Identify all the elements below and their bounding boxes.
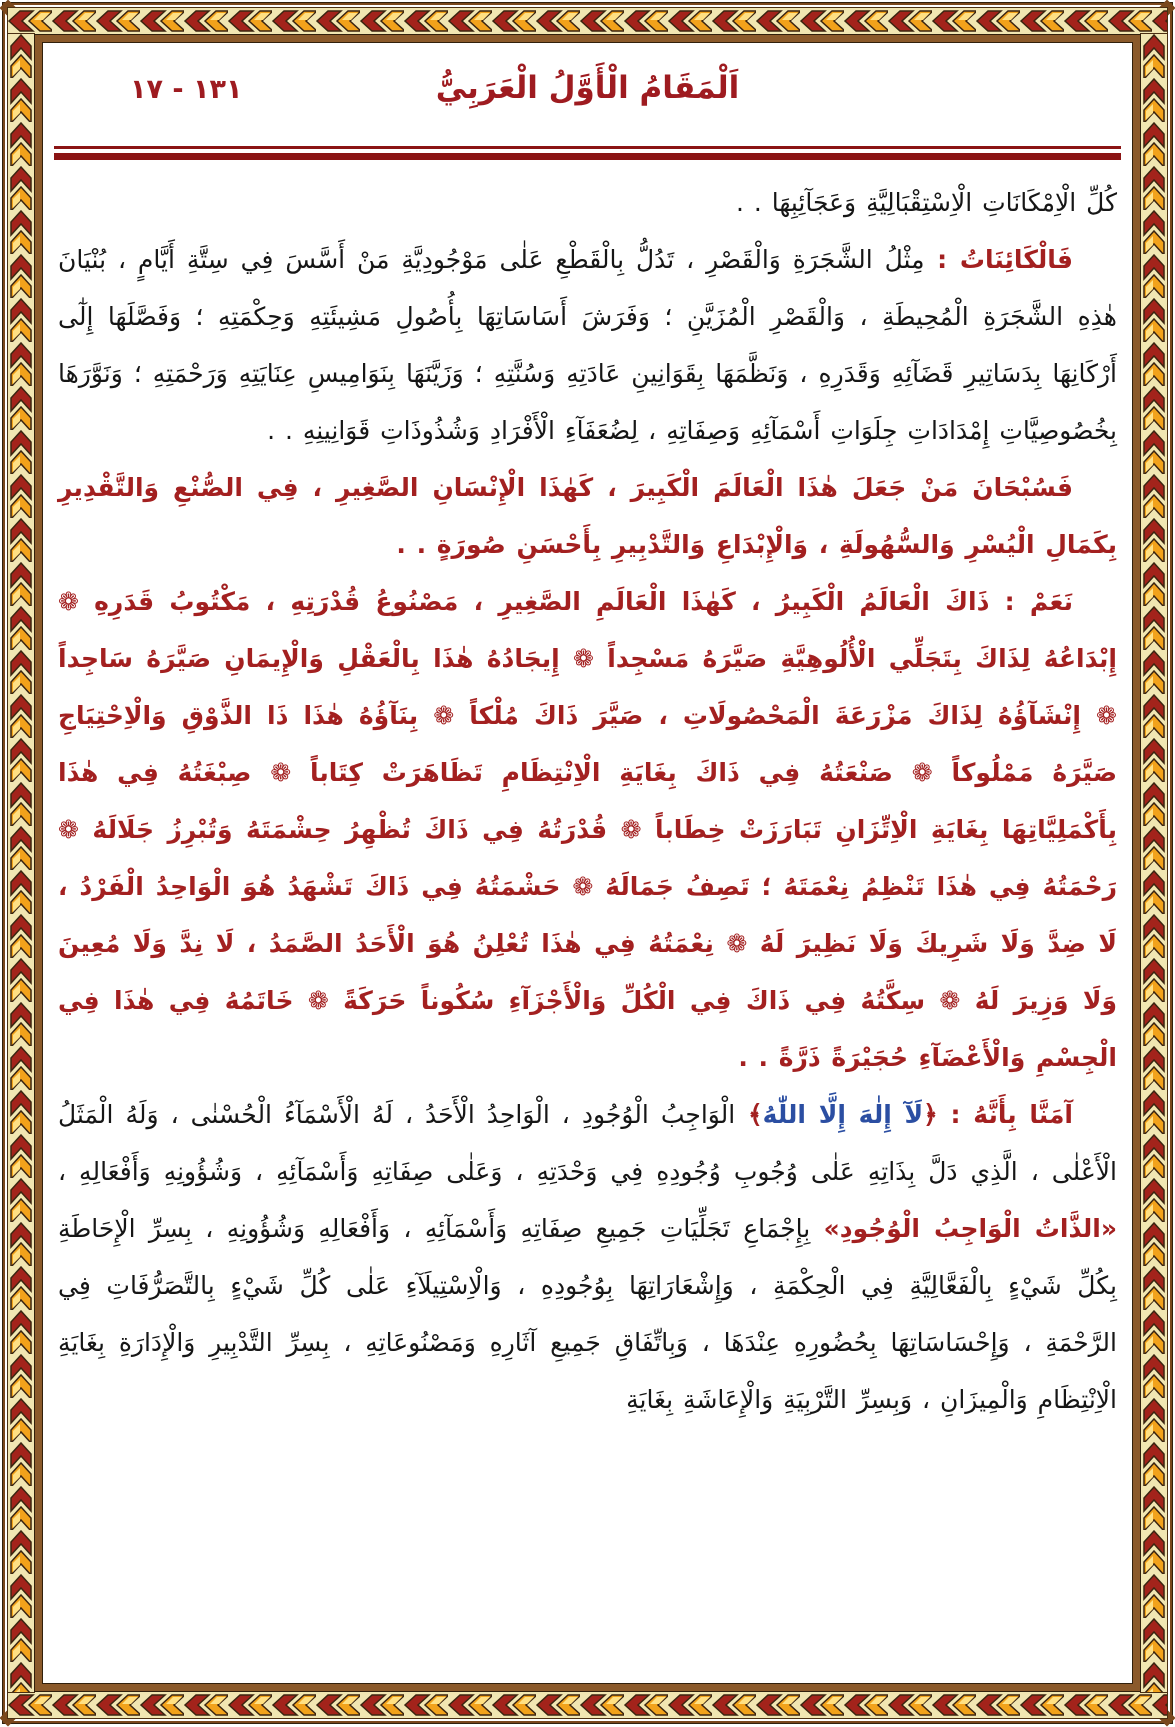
text-segment: مِثْلُ الشَّجَرَةِ وَالْقَصْرِ ، تَدُلُّ بِالْقَطْعِ عَلٰى مَوْجُودِيَّةِ مَنْ أَسَّسَ فِي سِتَّةِ أَيَّامٍ ، بُنْيَانَ هٰذِهِ الشَّجَرَةِ الْمُحِيطَةِ ، وَالْقَصْرِ الْمُزَيَّنِ ؛ وَفَرَشَ أَسَاسَاتِهَا بِأُصُولِ مَشِيئَتِهِ وَحِكْمَتِهِ ؛ وَفَصَّلَهَا إِلٰٓى أَرْكَانِهَا بِدَسَاتِيرِ قَضَآئِهِ وَقَدَرِهِ ، وَنَظَّمَهَا بِقَوَانِينِ عَادَتِهِ وَسُنَّتِهِ ؛ وَزَيَّنَهَا بِنَوَامِيسِ عِنَايَتِهِ وَرَحْمَتِهِ ؛ وَنَوَّرَهَا بِخُصُوصِيَّاتِ إِمْدَادَاتِ جِلَوَاتِ أَسْمَآئِهِ وَصِفَاتِهِ ، لِضُعَفَآءِ الْأَفْرَادِ وَشُذُوذَاتِ قَوَانِينِهِ . . [58,245,1117,445]
paragraph [58,573,1117,1086]
quran-bracket-close: ﴾ [735,1100,763,1129]
divider-thick-line [54,153,1121,160]
chain-border-right [1140,33,1168,1693]
text-segment: فَسُبْحَانَ مَنْ جَعَلَ هٰذَا الْعَالَمَ الْكَبِيرَ ، كَهٰذَا الْإِنْسَانِ الصَّغِيرِ ، فِي الصُّنْعِ وَالتَّقْدِيرِ بِكَمَالِ الْيُسْرِ وَالسُّهُولَةِ ، وَالْإِبْدَاعِ وَالتَّدْبِيرِ بِأَحْسَنِ صُورَةٍ . . [58,473,1117,559]
chain-border-bottom [7,1691,1168,1719]
page-title: اَلْمَقَامُ الْأَوَّلُ الْعَرَبِيُّ [435,70,740,106]
chain-border-top [7,7,1168,35]
text-segment: كُلِّ الْاِمْكَانَاتِ الْاِسْتِقْبَالِيَّةِ وَعَجَآئِبِهَا . . [735,188,1117,217]
shahada-phrase: لَآ إِلٰهَ إِلَّا اللّٰهُ [762,1100,924,1129]
text-segment: بِإِجْمَاعِ تَجَلِّيَاتِ جَمِيعِ صِفَاتِهِ وَأَسْمَآئِهِ ، وَأَفْعَالِهِ وَشُؤُونِهِ ، بِسِرِّ الْإِحَاطَةِ بِكُلِّ شَيْءٍ بِالْفَعَّالِيَّةِ فِي الْحِكْمَةِ ، وَإِشْعَارَاتِهَا بِوُجُودِهِ ، وَالْاِسْتِيلَآءِ عَلٰى كُلِّ شَيْءٍ بِالتَّصَرُّفَاتِ فِي الرَّحْمَةِ ، وَإِحْسَاسَاتِهَا بِحُضُورِهِ عِنْدَهَا ، وَبِاتِّفَاقِ جَمِيعِ آثَارِهِ وَمَصْنُوعَاتِهِ ، بِسِرِّ التَّدْبِيرِ وَالْإِدَارَةِ بِغَايَةِ الْاِنْتِظَامِ وَالْمِيزَانِ ، وَبِسِرِّ التَّرْبِيَةِ وَالْإِعَاشَةِ بِغَايَةِ [58,1214,1117,1414]
body-text [52,174,1123,1428]
page-header [52,48,1123,140]
chain-border-left [7,33,35,1693]
paragraph [58,1086,1117,1428]
paragraph [58,459,1117,573]
text-segment: نَعَمْ : ذَاكَ الْعَالَمُ الْكَبِيرُ ، كَهٰذَا الْعَالَمِ الصَّغِيرِ ، مَصْنُوعُ قُدْرَتِهِ ، مَكْتُوبُ قَدَرِهِ ❁ إِبْدَاعُهُ لِذَاكَ بِتَجَلِّي الْأُلُوهِيَّةِ صَيَّرَهُ مَسْجِداً ❁ إِيجَادُهُ هٰذَا بِالْعَقْلِ وَالْإِيمَانِ صَيَّرَهُ سَاجِداً ❁ إِنْشَآؤُهُ لِذَاكَ مَزْرَعَةَ الْمَحْصُولَاتِ ، صَيَّرَ ذَاكَ مُلْكاً ❁ بِنَآؤُهُ هٰذَا ذَا الذَّوْقِ وَالْاِحْتِيَاجِ صَيَّرَهُ مَمْلُوكاً ❁ صَنْعَتُهُ فِي ذَاكَ بِغَايَةِ الْاِنْتِظَامِ تَظَاهَرَتْ كِتَاباً ❁ صِبْغَتُهُ فِي هٰذَا بِأَكْمَلِيَّاتِهَا بِغَايَةِ الْاِتِّزَانِ تَبَارَزَتْ خِطَاباً ❁ قُدْرَتُهُ فِي ذَاكَ تُظْهِرُ حِشْمَتَهُ وَتُبْرِزُ جَلَالَهُ ❁ رَحْمَتُهُ فِي هٰذَا تَنْظِمُ نِعْمَتَهُ ؛ تَصِفُ جَمَالَهُ ❁ حَشْمَتُهُ فِي ذَاكَ تَشْهَدُ هُوَ الْوَاحِدُ الْفَرْدُ ، لَا ضِدَّ وَلَا شَرِيكَ وَلَا نَظِيرَ لَهُ ❁ نِعْمَتُهُ فِي هٰذَا تُعْلِنُ هُوَ الْأَحَدُ الصَّمَدُ ، لَا نِدَّ وَلَا مُعِينَ وَلَا وَزِيرَ لَهُ ❁ سِكَّتُهُ فِي ذَاكَ فِي الْكُلِّ وَالْأَجْزَآءِ سُكُوناً حَرَكَةً ❁ خَاتَمُهُ فِي هٰذَا فِي الْجِسْمِ وَالْأَعْضَآءِ حُجَيْرَةً ذَرَّةً . . [58,587,1117,1072]
paragraph [58,174,1117,231]
paragraph [58,231,1117,459]
paragraph-lead-word: آمَنَّا بِأَنَّهُ : [937,1100,1073,1129]
emphasized-term: «الذَّاتُ الْوَاجِبُ الْوُجُودِ» [823,1214,1117,1243]
paragraph-lead-word: فَالْكَائِنَاتُ : [924,245,1073,274]
quran-bracket-open: ﴿ [923,1100,938,1129]
page-number: ١٣١ - ١٧ [130,74,243,105]
text-segment: الْوَاجِبُ الْوُجُودِ ، الْوَاحِدُ الْأَحَدُ ، لَهُ الْأَسْمَآءُ الْحُسْنٰى ، وَلَهُ الْمَثَلُ الْأَعْلٰى ، الَّذِي دَلَّ بِذَاتِهِ عَلٰى وُجُوبِ وُجُودِهِ فِي وَحْدَتِهِ ، وَعَلٰى صِفَاتِهِ وَأَسْمَآئِهِ ، وَشُؤُونِهِ وَأَفْعَالِهِ ، [58,1100,1117,1186]
page-content [52,48,1123,1680]
header-divider [54,146,1121,160]
